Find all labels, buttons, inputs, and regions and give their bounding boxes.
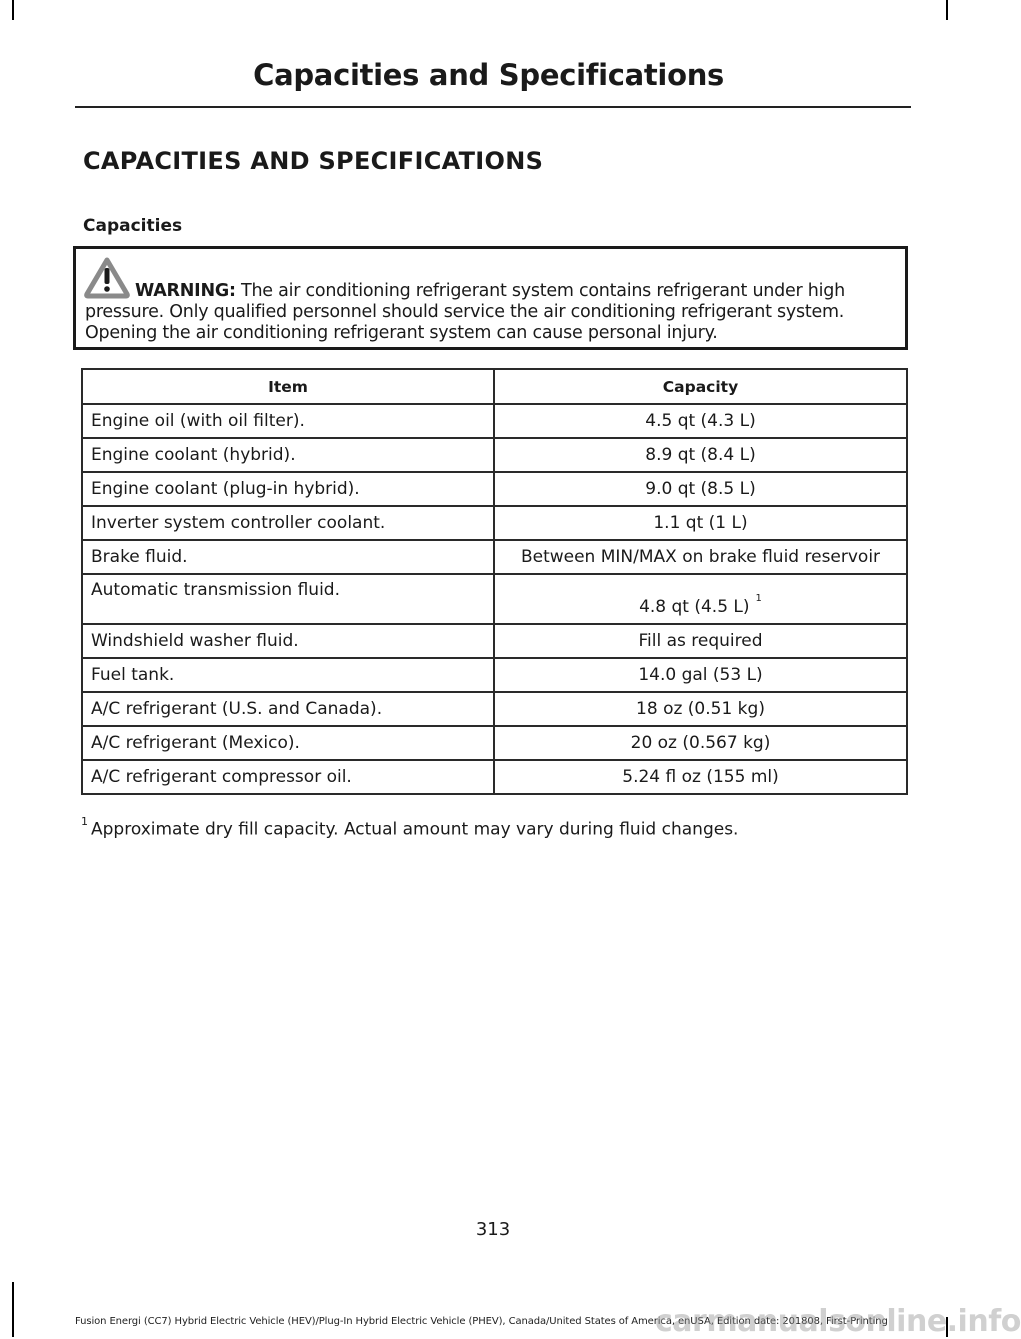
item-cell: A/C refrigerant (Mexico).	[82, 726, 494, 760]
capacity-cell: Fill as required	[494, 624, 907, 658]
capacities-table	[81, 368, 908, 795]
crop-mark-top-right	[946, 0, 948, 20]
capacity-cell: 1.1 qt (1 L)	[494, 506, 907, 540]
column-header-capacity: Capacity	[494, 369, 907, 404]
footer-edition-text: Fusion Energi (CC7) Hybrid Electric Vehicle (HEV)/Plug-In Hybrid Electric Vehicle (PHEV), Canada/United States of America, enUSA, Edition date: 201808, First-Printing	[75, 1316, 888, 1327]
subheading-capacities: Capacities	[83, 216, 183, 236]
table-row	[82, 540, 907, 574]
capacity-cell: 9.0 qt (8.5 L)	[494, 472, 907, 506]
table-footnote	[81, 815, 739, 840]
table-row	[82, 692, 907, 726]
capacity-cell: 18 oz (0.51 kg)	[494, 692, 907, 726]
warning-text	[85, 281, 901, 344]
item-cell: A/C refrigerant compressor oil.	[82, 760, 494, 794]
footnote-reference: 1	[755, 593, 762, 605]
item-cell: A/C refrigerant (U.S. and Canada).	[82, 692, 494, 726]
item-cell: Windshield washer fluid.	[82, 624, 494, 658]
capacity-cell: 8.9 qt (8.4 L)	[494, 438, 907, 472]
capacity-cell	[494, 574, 907, 624]
chapter-title: Capacities and Specifications	[253, 58, 724, 92]
table-row	[82, 506, 907, 540]
warning-line-1: The air conditioning refrigerant system contains refrigerant under high	[241, 281, 845, 301]
capacity-cell: 5.24 fl oz (155 ml)	[494, 760, 907, 794]
footnote-marker: 1	[81, 815, 88, 828]
item-cell: Engine coolant (plug-in hybrid).	[82, 472, 494, 506]
table-row	[82, 760, 907, 794]
watermark-text: carmanualsonline.info	[655, 1304, 1021, 1339]
capacity-cell: 20 oz (0.567 kg)	[494, 726, 907, 760]
capacity-value: 4.8 qt (4.5 L)	[639, 597, 750, 617]
table-row	[82, 574, 907, 624]
item-cell: Brake fluid.	[82, 540, 494, 574]
item-cell: Engine coolant (hybrid).	[82, 438, 494, 472]
table-row	[82, 438, 907, 472]
header-divider	[75, 106, 911, 108]
table-row	[82, 658, 907, 692]
crop-mark-bottom-left	[12, 1282, 14, 1337]
warning-line-2: pressure. Only qualified personnel should service the air conditioning refrigerant system.	[85, 302, 845, 322]
page-number: 313	[475, 1219, 511, 1240]
item-cell: Automatic transmission fluid.	[82, 574, 494, 624]
table-row	[82, 404, 907, 438]
warning-line-3: Opening the air conditioning refrigerant system can cause personal injury.	[85, 323, 718, 343]
crop-mark-top-left	[12, 0, 14, 20]
section-title: CAPACITIES AND SPECIFICATIONS	[83, 147, 544, 175]
capacity-cell: 4.5 qt (4.3 L)	[494, 404, 907, 438]
table-row	[82, 472, 907, 506]
capacity-cell: Between MIN/MAX on brake fluid reservoir	[494, 540, 907, 574]
capacity-cell: 14.0 gal (53 L)	[494, 658, 907, 692]
table-row	[82, 624, 907, 658]
column-header-item: Item	[82, 369, 494, 404]
warning-label: WARNING:	[135, 281, 236, 301]
table-header-row	[82, 369, 907, 404]
table-row	[82, 726, 907, 760]
warning-box	[73, 246, 908, 350]
item-cell: Inverter system controller coolant.	[82, 506, 494, 540]
item-cell: Engine oil (with oil filter).	[82, 404, 494, 438]
footnote-text: Approximate dry fill capacity. Actual amount may vary during fluid changes.	[91, 819, 739, 840]
item-cell: Fuel tank.	[82, 658, 494, 692]
